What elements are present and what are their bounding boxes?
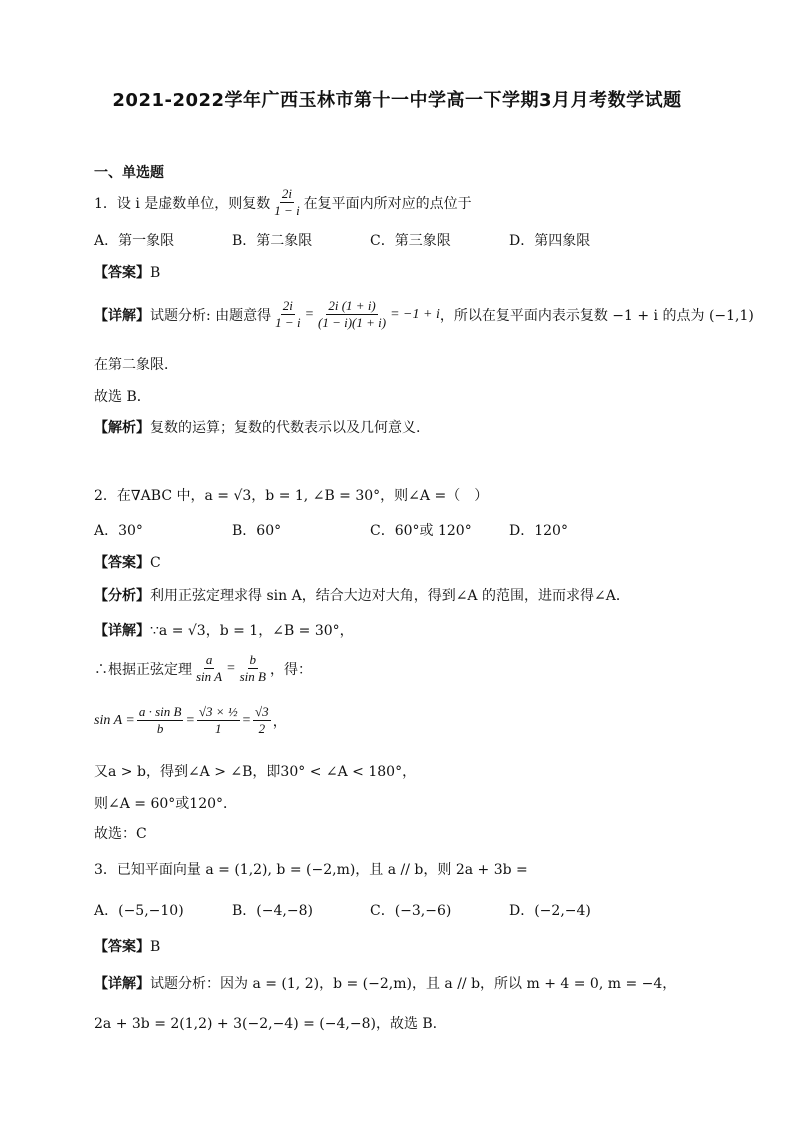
q2-detail-5: 则∠A = 60°或120°． — [94, 796, 238, 812]
q1-fraction — [272, 186, 301, 219]
q2-s2 — [197, 704, 240, 737]
detail-tag: 【详解】 — [94, 976, 150, 992]
q1-explain-text: 复数的运算；复数的代数表示以及几何意义. — [150, 420, 421, 436]
q1-answer — [94, 262, 160, 282]
question-2-stem: 2．在∇ABC 中，a = √3，b = 1, ∠B = 30°，则∠A =（ ） — [94, 488, 489, 504]
q3-detail-2: 2a + 3b = 2(1,2) + 3(−2,−4) = (−4,−8)，故选 B. — [94, 1016, 438, 1032]
q2-analysis — [94, 585, 630, 605]
q1-option-b: B．第二象限 — [232, 233, 313, 249]
q3-option-a: A．(−5,−10) — [94, 903, 184, 919]
q1-f1-den: 1 − i — [275, 315, 301, 330]
q2-s3-num: √3 — [255, 704, 269, 719]
q1-detail: 【详解】 试题分析: 由题意得 $\frac{2i}{1 - i}$ = $\frac{2i (1 + i)}{(1 - i)(1 + i)}$ = −1 + i ，所以在复平面内表示复数 −1 + i 的点为 (−1,1) — [94, 298, 754, 330]
page-title: 2021-2022学年广西玉林市第十一中学高一下学期3月月考数学试题 — [112, 90, 682, 111]
q3-option-d: D．(−2,−4) — [509, 903, 591, 919]
q2-option-a: A．30° — [94, 523, 143, 539]
q1-stem-a: 1．设 i 是虚数单位，则复数 — [94, 195, 271, 212]
q2-detail-4: 又a > b，得到∠A > ∠B，即30° < ∠A < 180°， — [94, 764, 417, 780]
q3-detail1-text: 试题分析：因为 a = (1, 2)，b = (−2,m)，且 a // b，所以 m + 4 = 0, m = −4， — [150, 976, 677, 992]
q2-frac-b — [238, 652, 268, 685]
q1-detail-a: 试题分析: 由题意得 — [150, 307, 272, 324]
q2-s1 — [137, 704, 184, 737]
section-heading: 一、单选题 — [94, 165, 164, 181]
q1-option-a: A．第一象限 — [94, 233, 175, 249]
q1-f1-num: 2i — [282, 298, 293, 313]
q3-option-c: C．(−3,−6) — [370, 903, 452, 919]
q2-detail2b: ，得： — [269, 661, 312, 678]
question-1-stem — [94, 186, 472, 219]
q2-s1-den: b — [156, 721, 164, 736]
answer-tag: 【答案】 — [94, 265, 150, 281]
q2-answer — [94, 552, 161, 572]
q2-conclusion: 故选：C — [94, 826, 147, 842]
q3-option-b: B．(−4,−8) — [232, 903, 313, 919]
q2-detail-3: sin A = $\frac{\text{a · sin B}}{b}$ = $\frac{\text{√3 × ½}}{1}$ = $\frac{√3}{2}$ ， — [94, 704, 287, 736]
q1-detail-c: ，所以在复平面内表示复数 −1 + i 的点为 (−1,1) — [439, 307, 754, 324]
q2-fb-den: sin B — [239, 669, 266, 684]
detail-tag: 【详解】 — [94, 307, 150, 324]
q1-stem-b: 在复平面内所对应的点位于 — [303, 195, 472, 212]
q1-f2-den: (1 − i)(1 + i) — [318, 315, 387, 330]
q2-sin-lhs: sin A = — [94, 712, 135, 728]
q2-s2-num: √3 × ½ — [198, 704, 238, 719]
q1-f2-num: 2i (1 + i) — [328, 298, 376, 313]
q1-explain — [94, 417, 420, 437]
q2-answer-value: C — [150, 555, 161, 571]
question-3-stem: 3．已知平面向量 a = (1,2), b = (−2,m)，且 a // b，则 2a + 3b = — [94, 862, 528, 878]
q2-option-d: D．120° — [509, 523, 568, 539]
q2-fa-num: a — [205, 652, 213, 667]
q2-s2-den: 1 — [215, 721, 222, 736]
answer-tag: 【答案】 — [94, 939, 150, 955]
q2-s3-den: 2 — [258, 721, 266, 736]
q1-detail-frac1 — [273, 298, 302, 331]
q1-conclusion: 故选 B． — [94, 389, 151, 405]
q1-frac-num: 2i — [281, 186, 293, 201]
q2-option-c: C．60°或 120° — [370, 523, 472, 539]
q1-answer-value: B — [150, 265, 161, 281]
q3-detail-1 — [94, 973, 676, 993]
detail-tag: 【详解】 — [94, 623, 150, 639]
explain-tag: 【解析】 — [94, 420, 150, 436]
q2-detail2a: ∴根据正弦定理 — [94, 661, 192, 678]
q1-option-c: C．第三象限 — [370, 233, 451, 249]
q2-frac-a — [194, 652, 224, 685]
q3-answer-value: B — [150, 939, 161, 955]
q2-s3 — [253, 704, 271, 737]
q2-detail-2: ∴根据正弦定理 $\frac{a}{\text{sin A}}$ = $\frac{b}{\text{sin B}}$ ，得： — [94, 652, 312, 684]
q1-detail-b: = −1 + i — [390, 306, 440, 322]
q2-detail1-text: ∵a = √3，b = 1，∠B = 30°， — [150, 623, 354, 639]
q1-detail-frac2 — [316, 298, 388, 331]
answer-tag: 【答案】 — [94, 555, 150, 571]
q1-frac-den: 1 − i — [274, 203, 300, 218]
q2-fb-num: b — [249, 652, 257, 667]
q2-detail-1 — [94, 620, 354, 640]
analysis-tag: 【分析】 — [94, 588, 150, 604]
q2-option-b: B．60° — [232, 523, 282, 539]
q2-s1-num: a · sin B — [138, 704, 182, 719]
q2-fa-den: sin A — [196, 669, 223, 684]
q1-option-d: D．第四象限 — [509, 233, 591, 249]
q1-detail-cont: 在第二象限． — [94, 357, 178, 373]
q2-analysis-text: 利用正弦定理求得 sin A，结合大边对大角，得到∠A 的范围，进而求得∠A． — [150, 588, 630, 604]
q3-answer — [94, 936, 160, 956]
